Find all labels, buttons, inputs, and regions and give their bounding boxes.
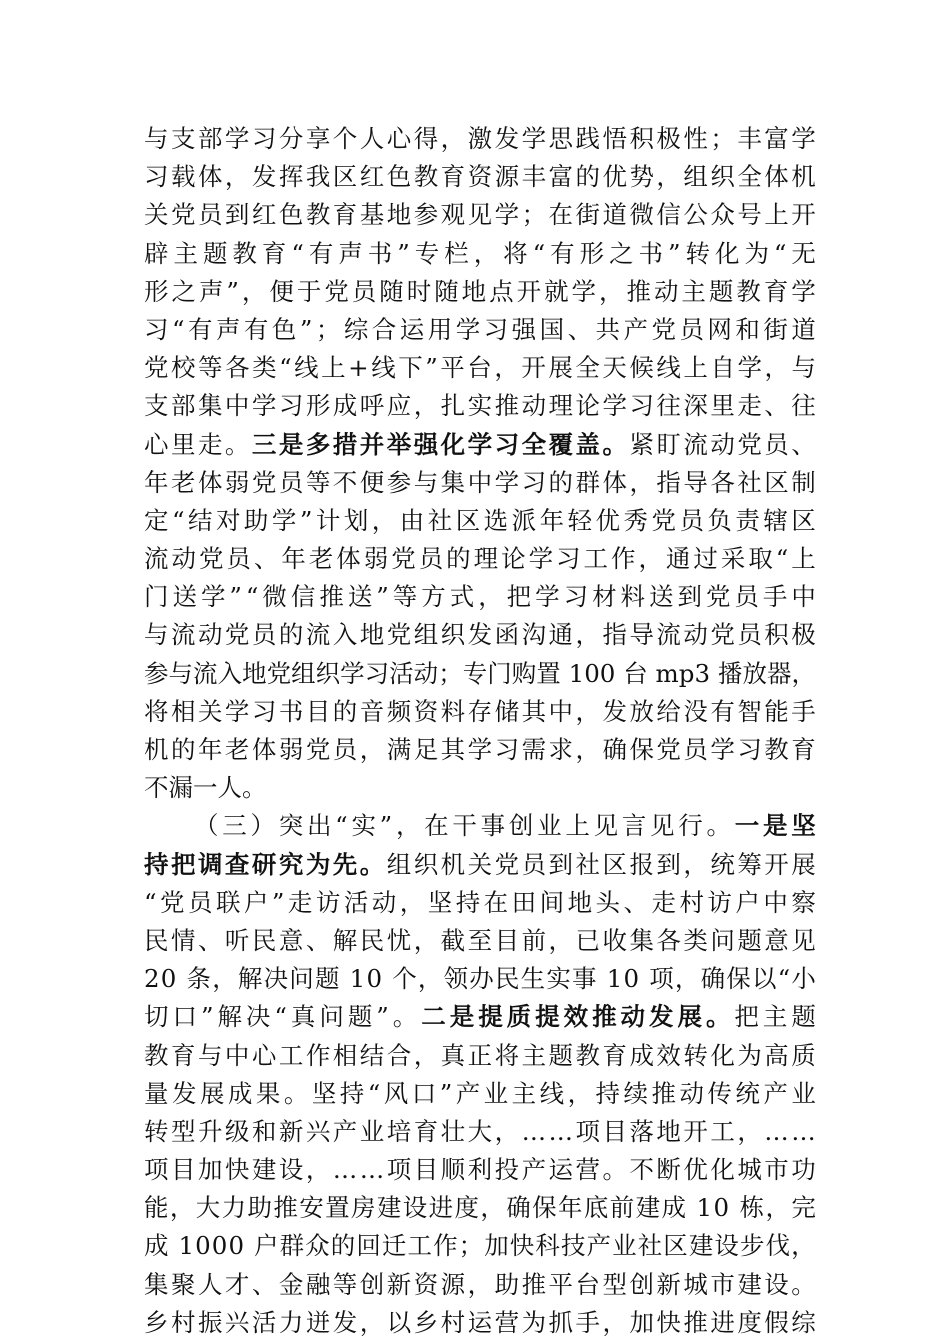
text-line: 与 流 动 党 员 的 流 入 地 党 组 织 发 函 沟 通 ， 指 导 流 动 党 员 积 极 <box>144 620 816 650</box>
text-line: 党 校 等 各 类 “ 线 上 + 线 下 ” 平 台 ， 开 展 全 天 候 线 上 自 学 ， 与 <box>144 353 816 383</box>
text-line: 流 动 党 员 、 年 老 体 弱 党 员 的 理 论 学 习 工 作 ， 通 过 采 取 “ 上 <box>144 544 816 574</box>
text-line: 切 口 ” 解 决 “ 真 问 题 ” 。 二 是 提 质 提 效 推 动 发 展 。 把 主 题 <box>144 1002 816 1032</box>
text-line: 定 “ 结 对 助 学 ” 计 划 ， 由 社 区 选 派 年 轻 优 秀 党 员 负 责 辖 区 <box>144 505 816 535</box>
text-line: 乡 村 振 兴 活 力 迸 发 ， 以 乡 村 运 营 为 抓 手 ， 加 快 推 进 度 假 综 <box>144 1307 816 1337</box>
text-line: “ 党 员 联 户 ” 走 访 活 动 ， 坚 持 在 田 间 地 头 、 走 村 访 户 中 察 <box>144 887 816 917</box>
text-line: 参 与 流 入 地 党 组 织 学 习 活 动 ； 专 门 购 置 1 0 0 台 m p 3 播 放 器 ， <box>144 658 816 688</box>
text-line: 关 党 员 到 红 色 教 育 基 地 参 观 见 学 ； 在 街 道 微 信 公 众 号 上 开 <box>144 200 816 230</box>
text-line: 门 送 学 ” “ 微 信 推 送 ” 等 方 式 ， 把 学 习 材 料 送 到 党 员 手 中 <box>144 582 816 612</box>
text-line: 辟 主 题 教 育 “ 有 声 书 ” 专 栏 ， 将 “ 有 形 之 书 ” 转 化 为 “ 无 <box>144 238 816 268</box>
text-line: 支 部 集 中 学 习 形 成 呼 应 ， 扎 实 推 动 理 论 学 习 往 深 里 走 、 往 <box>144 391 816 421</box>
text-line: 集 聚 人 才 、 金 融 等 创 新 资 源 ， 助 推 平 台 型 创 新 城 市 建 设 。 <box>144 1269 816 1299</box>
text-line <box>144 769 816 807</box>
text-line: 形 之 声 ” ， 便 于 党 员 随 时 随 地 点 开 就 学 ， 推 动 主 题 教 育 学 <box>144 276 816 306</box>
text-line: 教 育 与 中 心 工 作 相 结 合 ， 真 正 将 主 题 教 育 成 效 转 化 为 高 质 <box>144 1040 816 1070</box>
text-line: 转 型 升 级 和 新 兴 产 业 培 育 壮 大 ， … … 项 目 落 地 开 工 ， … … <box>144 1116 816 1146</box>
text-line: 将 相 关 学 习 书 目 的 音 频 资 料 存 储 其 中 ， 发 放 给 没 有 智 能 手 <box>144 696 816 726</box>
text-line: 成 1 0 0 0 户 群 众 的 回 迁 工 作 ； 加 快 科 技 产 业 社 区 建 设 步 伐 ， <box>144 1231 816 1261</box>
text-line: 与 支 部 学 习 分 享 个 人 心 得 ， 激 发 学 思 践 悟 积 极 性 ； 丰 富 学 <box>144 124 816 153</box>
text-line: 习 载 体 ， 发 挥 我 区 红 色 教 育 资 源 丰 富 的 优 势 ， 组 织 全 体 机 <box>144 162 816 192</box>
body-text <box>144 120 816 1342</box>
text-line: 心 里 走 。 三 是 多 措 并 举 强 化 学 习 全 覆 盖 。 紧 盯 流 动 党 员 、 <box>144 429 816 459</box>
text-line: 持 把 调 查 研 究 为 先 。 组 织 机 关 党 员 到 社 区 报 到 ， 统 筹 开 展 <box>144 849 816 879</box>
text-line: （ 三 ） 突 出 “ 实 ” ， 在 干 事 创 业 上 见 言 见 行 。 一 是 坚 <box>194 811 816 841</box>
text-line: 项 目 加 快 建 设 ， … … 项 目 顺 利 投 产 运 营 。 不 断 优 化 城 市 功 <box>144 1155 816 1185</box>
text-line: 能 ， 大 力 助 推 安 置 房 建 设 进 度 ， 确 保 年 底 前 建 成 1 0 栋 ， 完 <box>144 1193 816 1223</box>
text-line: 量 发 展 成 果 。 坚 持 “ 风 口 ” 产 业 主 线 ， 持 续 推 动 传 统 产 业 <box>144 1078 816 1108</box>
text-line: 2 0 条 ， 解 决 问 题 1 0 个 ， 领 办 民 生 实 事 1 0 项 ， 确 保 以 “ 小 <box>144 964 816 994</box>
text-line: 机 的 年 老 体 弱 党 员 ， 满 足 其 学 习 需 求 ， 确 保 党 员 学 习 教 育 <box>144 735 816 764</box>
text-line: 年 老 体 弱 党 员 等 不 便 参 与 集 中 学 习 的 群 体 ， 指 导 各 社 区 制 <box>144 467 816 497</box>
text-line: 民 情 、 听 民 意 、 解 民 忧 ， 截 至 目 前 ， 已 收 集 各 类 问 题 意 见 <box>144 925 816 955</box>
text-line: 习 “ 有 声 有 色 ” ； 综 合 运 用 学 习 强 国 、 共 产 党 员 网 和 街 道 <box>144 314 816 344</box>
text-segment: 不漏一人。 <box>144 773 267 803</box>
